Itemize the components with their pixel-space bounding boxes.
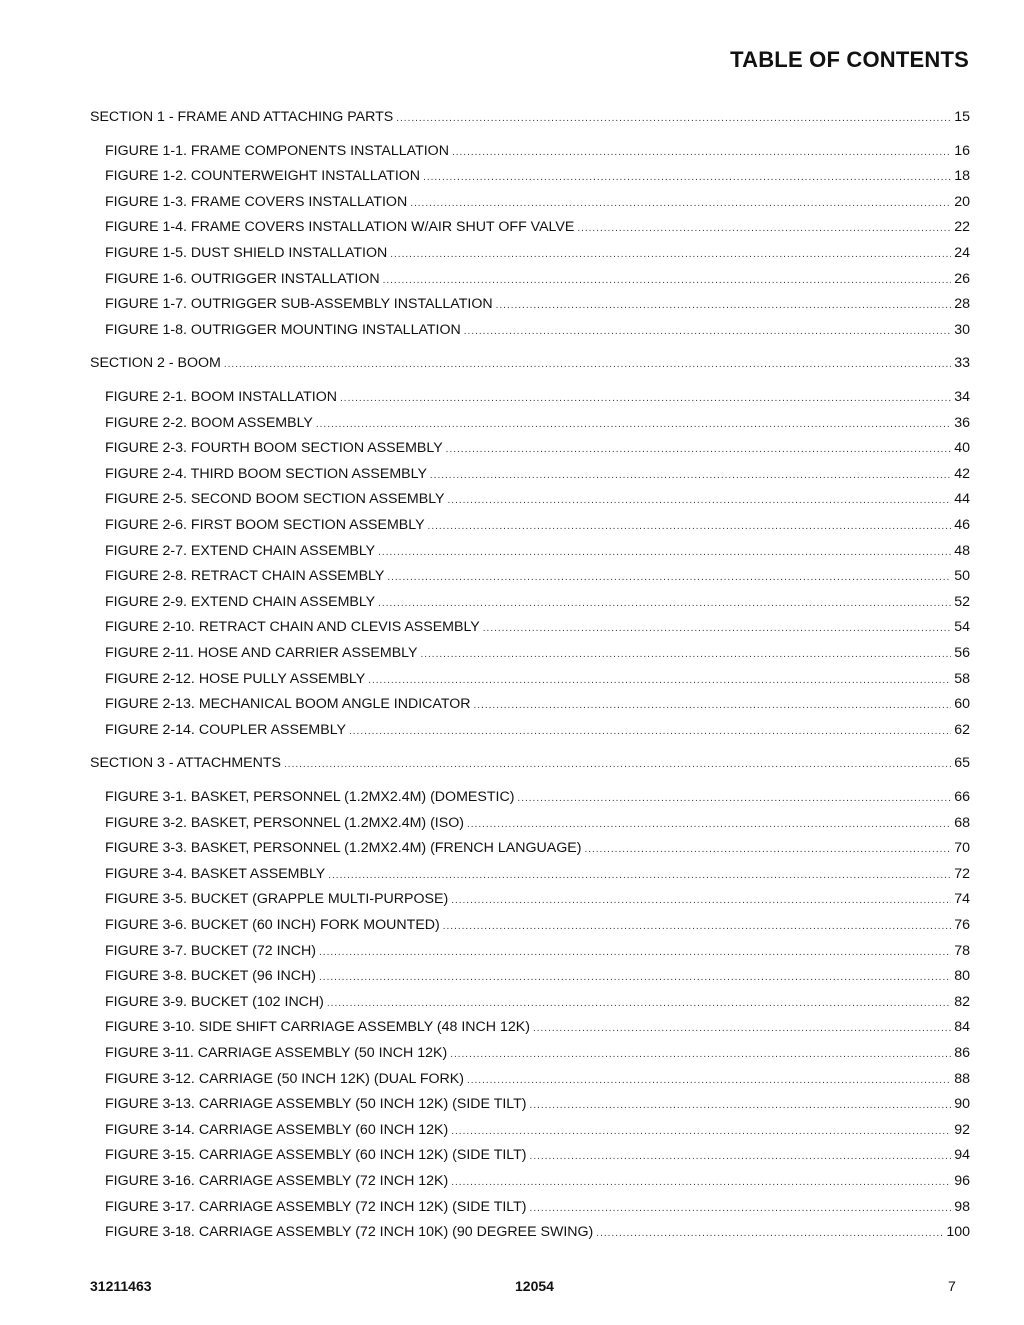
toc-figure-entry[interactable] [105,1197,970,1217]
toc-figure-entry[interactable] [105,294,970,314]
toc-entry-page: 65 [954,755,970,772]
dot-leader [474,696,952,714]
toc-figure-entry[interactable] [105,141,970,161]
dot-leader [467,1071,951,1089]
dot-leader [284,755,951,773]
toc-entry-label: FIGURE 2-12. HOSE PULLY ASSEMBLY [105,670,366,687]
toc-entry-label: FIGURE 3-9. BUCKET (102 INCH) [105,993,324,1010]
toc-entry-label: FIGURE 3-5. BUCKET (GRAPPLE MULTI-PURPOSE) [105,891,449,908]
toc-figure-entry[interactable] [105,1120,970,1140]
dot-leader [467,815,951,833]
toc-entry-label: FIGURE 2-4. THIRD BOOM SECTION ASSEMBLY [105,465,427,482]
toc-entry-label: FIGURE 1-4. FRAME COVERS INSTALLATION W/AIR SHUT OFF VALVE [105,219,575,236]
toc-entry-page: 78 [954,942,970,959]
toc-entry-page: 90 [954,1096,970,1113]
toc-figure-entry[interactable] [105,566,970,586]
toc-figure-entry[interactable] [105,1043,970,1063]
toc-entry-page: 62 [954,721,970,738]
toc-entry-label: FIGURE 3-14. CARRIAGE ASSEMBLY (60 INCH 12K) [105,1121,449,1138]
toc-entry-page: 52 [954,593,970,610]
toc-entry-page: 76 [954,917,970,933]
toc-entry-page: 44 [954,491,970,508]
toc-entry-page: 30 [954,321,970,338]
toc-entry-page: 56 [954,645,970,661]
dot-leader [428,517,952,535]
dot-leader [530,1147,952,1165]
toc-entry-page: 50 [954,568,970,585]
toc-entry-label: FIGURE 2-14. COUPLER ASSEMBLY [105,721,346,738]
dot-leader [378,543,951,561]
dot-leader [319,968,951,986]
toc-entry-label: FIGURE 3-2. BASKET, PERSONNEL (1.2MX2.4M) (ISO) [105,814,464,831]
toc-entry-label: FIGURE 2-13. MECHANICAL BOOM ANGLE INDICATOR [105,696,471,713]
toc-section-entry[interactable] [90,107,970,127]
footer-part-number: 31211463 [90,1278,152,1294]
toc-entry-page: 33 [954,355,970,372]
toc-entry-label: FIGURE 1-1. FRAME COMPONENTS INSTALLATION [105,142,449,159]
toc-figure-entry[interactable] [105,864,970,884]
toc-figure-entry[interactable] [105,643,970,663]
toc-entry-label: FIGURE 1-8. OUTRIGGER MOUNTING INSTALLATION [105,321,461,338]
dot-leader [530,1096,952,1114]
toc-figure-entry[interactable] [105,1145,970,1165]
toc-entry-label: FIGURE 1-5. DUST SHIELD INSTALLATION [105,245,388,261]
dot-leader [464,322,951,340]
toc-entry-page: 16 [954,142,970,159]
toc-entry-page: 18 [954,168,970,185]
dot-leader [423,168,951,186]
toc-figure-entry[interactable] [105,464,970,484]
toc-figure-entry[interactable] [105,387,970,407]
dot-leader [533,1019,951,1037]
dot-leader [378,594,951,612]
dot-leader [450,1045,951,1063]
dot-leader [224,355,951,373]
toc-entry-label: FIGURE 3-4. BASKET ASSEMBLY [105,865,326,882]
dot-leader [451,891,951,909]
dot-leader [451,1122,951,1140]
toc-entry-page: 96 [954,1173,970,1189]
toc-entry-page: 84 [954,1019,970,1036]
toc-entry-page: 28 [954,296,970,313]
toc-figure-entry[interactable] [105,1171,970,1191]
toc-figure-entry[interactable] [105,1069,970,1089]
dot-leader [448,491,952,509]
dot-leader [530,1199,952,1217]
dot-leader [496,296,952,314]
toc-figure-entry[interactable] [105,992,970,1012]
toc-figure-entry[interactable] [105,720,970,740]
dot-leader [430,466,951,484]
toc-entry-label: FIGURE 3-10. SIDE SHIFT CARRIAGE ASSEMBLY (48 INCH 12K) [105,1019,530,1036]
toc-figure-entry[interactable] [105,515,970,535]
toc-figure-entry[interactable] [105,617,970,637]
toc-entry-label: FIGURE 2-5. SECOND BOOM SECTION ASSEMBLY [105,491,445,508]
dot-leader [340,389,951,407]
toc-entry-label: FIGURE 2-2. BOOM ASSEMBLY [105,414,313,431]
toc-figure-entry[interactable] [105,413,970,433]
toc-entry-label: SECTION 3 - ATTACHMENTS [90,755,282,772]
dot-leader [443,917,951,935]
toc-entry-label: SECTION 2 - BOOM [90,355,221,372]
toc-entry-label: FIGURE 2-7. EXTEND CHAIN ASSEMBLY [105,542,376,559]
toc-entry-page: 82 [954,993,970,1010]
dot-leader [328,866,951,884]
toc-entry-page: 94 [954,1147,970,1164]
toc-entry-label: FIGURE 3-7. BUCKET (72 INCH) [105,942,317,959]
toc-entry-page: 60 [954,696,970,713]
toc-entry-page: 86 [954,1045,970,1061]
toc-entry-label: FIGURE 3-11. CARRIAGE ASSEMBLY (50 INCH 12K) [105,1045,448,1061]
toc-entry-label: FIGURE 3-16. CARRIAGE ASSEMBLY (72 INCH 12K) [105,1173,449,1189]
toc-figure-entry[interactable] [105,320,970,340]
toc-figure-entry[interactable] [105,269,970,289]
toc-entry-page: 15 [954,109,970,125]
toc-figure-entry[interactable] [105,694,970,714]
toc-figure-entry[interactable] [105,489,970,509]
dot-leader [577,219,951,237]
toc-entry-label: FIGURE 2-11. HOSE AND CARRIER ASSEMBLY [105,645,418,661]
toc-entry-label: FIGURE 3-13. CARRIAGE ASSEMBLY (50 INCH 12K) (SIDE TILT) [105,1096,527,1113]
dot-leader [451,1173,951,1191]
dot-leader [517,789,951,807]
toc-entry-page: 34 [954,389,970,405]
toc-entry-page: 66 [954,789,970,805]
toc-entry-label: SECTION 1 - FRAME AND ATTACHING PARTS [90,109,394,125]
toc-entry-page: 48 [954,542,970,559]
toc-entry-page: 36 [954,414,970,431]
toc-entry-page: 20 [954,193,970,210]
toc-entry-page: 80 [954,968,970,985]
toc-entry-label: FIGURE 2-1. BOOM INSTALLATION [105,389,338,405]
toc-entry-page: 24 [954,245,970,261]
toc-figure-entry[interactable] [105,438,970,458]
toc-entry-label: FIGURE 3-8. BUCKET (96 INCH) [105,968,317,985]
toc-entry-label: FIGURE 3-6. BUCKET (60 INCH) FORK MOUNTED) [105,917,440,933]
toc-entry-page: 46 [954,517,970,533]
toc-entry-page: 22 [954,219,970,236]
dot-leader [420,645,951,663]
toc-figure-entry[interactable] [105,192,970,212]
toc-entry-page: 58 [954,670,970,687]
toc-figure-entry[interactable] [105,166,970,186]
toc-entry-page: 92 [954,1121,970,1138]
dot-leader [596,1224,943,1242]
toc-figure-entry[interactable] [105,915,970,935]
toc-figure-entry[interactable] [105,669,970,689]
dot-leader [483,619,951,637]
toc-figure-entry[interactable] [105,541,970,561]
page-title: TABLE OF CONTENTS [730,47,969,72]
dot-leader [319,943,951,961]
toc-entry-label: FIGURE 2-3. FOURTH BOOM SECTION ASSEMBLY [105,440,443,457]
dot-leader [349,722,951,740]
dot-leader [368,671,951,689]
dot-leader [390,245,951,263]
toc-section-entry[interactable] [90,753,970,773]
toc-entry-label: FIGURE 1-6. OUTRIGGER INSTALLATION [105,270,380,287]
toc-figure-entry[interactable] [105,787,970,807]
toc-entry-page: 100 [946,1224,970,1241]
dot-leader [410,194,951,212]
dot-leader [327,994,951,1012]
toc-figure-entry[interactable] [105,813,970,833]
toc-entry-label: FIGURE 3-12. CARRIAGE (50 INCH 12K) (DUAL FORK) [105,1070,464,1087]
toc-entry-page: 98 [954,1198,970,1215]
toc-figure-entry[interactable] [105,1017,970,1037]
dot-leader [396,109,951,127]
toc-entry-page: 68 [954,814,970,831]
toc-figure-entry[interactable] [105,966,970,986]
toc-figure-entry[interactable] [105,243,970,263]
toc-entry-page: 72 [954,865,970,882]
toc-entry-page: 88 [954,1070,970,1087]
dot-leader [383,271,952,289]
toc-figure-entry[interactable] [105,592,970,612]
footer-page-number: 7 [948,1278,956,1294]
dot-leader [387,568,951,586]
toc-entry-page: 40 [954,440,970,457]
toc-figure-entry[interactable] [105,838,970,858]
toc-entry-label: FIGURE 3-15. CARRIAGE ASSEMBLY (60 INCH 12K) (SIDE TILT) [105,1147,527,1164]
toc-entry-label: FIGURE 3-1. BASKET, PERSONNEL (1.2MX2.4M) (DOMESTIC) [105,789,515,805]
toc-entry-label: FIGURE 1-3. FRAME COVERS INSTALLATION [105,193,408,210]
toc-figure-entry[interactable] [105,217,970,237]
toc-entry-label: FIGURE 2-10. RETRACT CHAIN AND CLEVIS ASSEMBLY [105,619,480,636]
toc-entry-label: FIGURE 3-17. CARRIAGE ASSEMBLY (72 INCH 12K) (SIDE TILT) [105,1198,527,1215]
toc-entry-label: FIGURE 3-18. CARRIAGE ASSEMBLY (72 INCH 10K) (90 DEGREE SWING) [105,1224,594,1241]
dot-leader [584,840,951,858]
toc-entry-label: FIGURE 1-2. COUNTERWEIGHT INSTALLATION [105,168,421,185]
toc-entry-page: 74 [954,891,970,908]
toc-entry-label: FIGURE 3-3. BASKET, PERSONNEL (1.2MX2.4M) (FRENCH LANGUAGE) [105,840,582,857]
toc-figure-entry[interactable] [105,1094,970,1114]
toc-entry-label: FIGURE 2-9. EXTEND CHAIN ASSEMBLY [105,593,376,610]
dot-leader [316,415,951,433]
toc-figure-entry[interactable] [105,941,970,961]
toc-entry-page: 70 [954,840,970,857]
toc-entry-page: 26 [954,270,970,287]
footer-serial-number: 12054 [515,1278,554,1294]
toc-entry-page: 54 [954,619,970,636]
dot-leader [446,440,952,458]
toc-section-entry[interactable] [90,353,970,373]
toc-entry-label: FIGURE 2-6. FIRST BOOM SECTION ASSEMBLY [105,517,425,533]
toc-figure-entry[interactable] [105,889,970,909]
toc-entry-page: 42 [954,465,970,482]
toc-entry-label: FIGURE 1-7. OUTRIGGER SUB-ASSEMBLY INSTALLATION [105,296,493,313]
toc-figure-entry[interactable] [105,1222,970,1242]
dot-leader [452,143,951,161]
toc-entry-label: FIGURE 2-8. RETRACT CHAIN ASSEMBLY [105,568,385,585]
